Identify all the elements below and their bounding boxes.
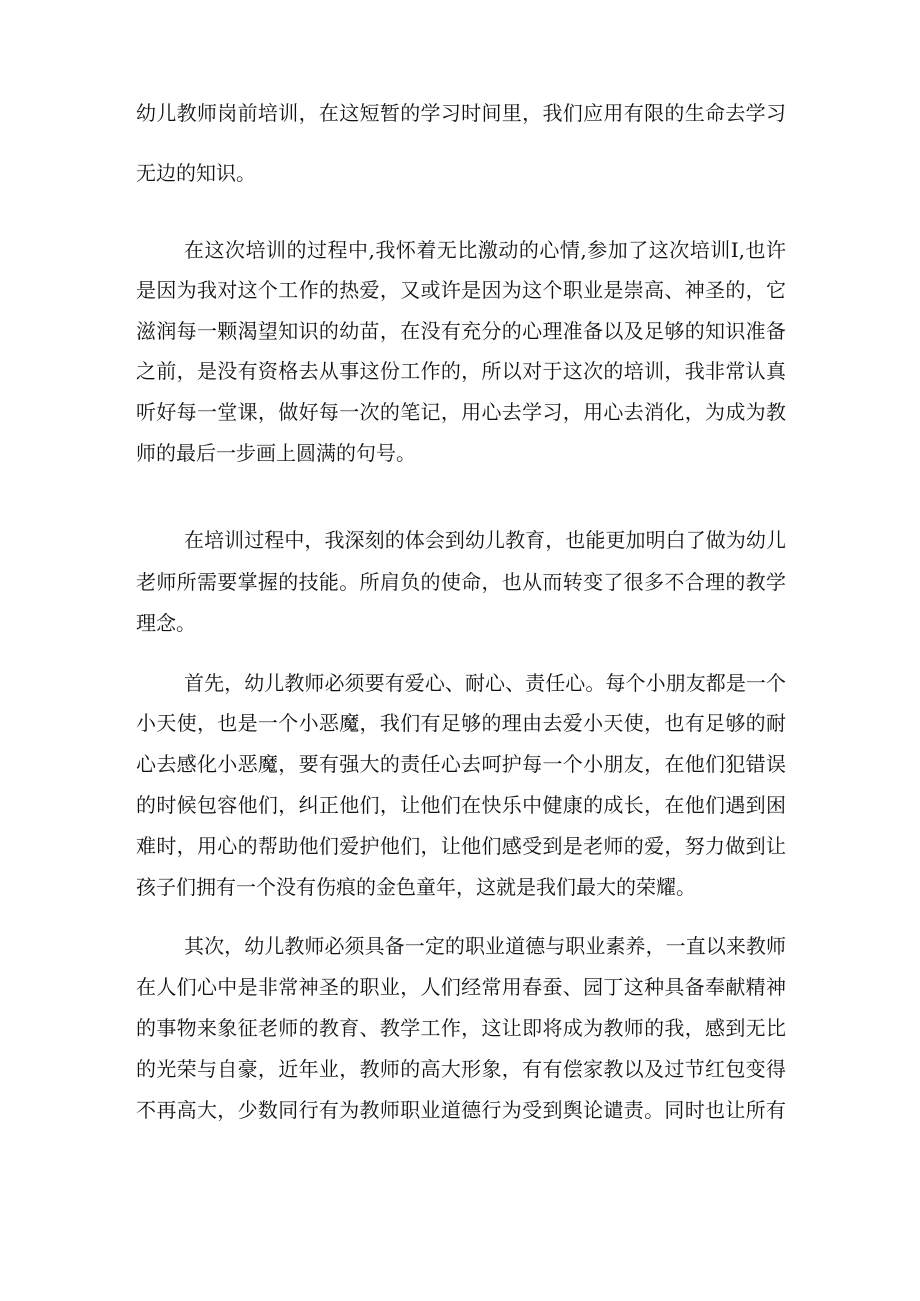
text-line: 理念。 bbox=[136, 611, 196, 635]
text-line: 不再高大，少数同行有为教师职业道德行为受到舆论谴责。同时也让所有 bbox=[136, 1098, 786, 1122]
text-line: 的时候包容他们，纠正他们，让他们在快乐中健康的成长，在他们遇到困 bbox=[136, 793, 786, 817]
text-line: 小天使，也是一个小恶魔，我们有足够的理由去爱小天使，也有足够的耐 bbox=[136, 711, 786, 735]
text-line: 无边的知识。 bbox=[136, 161, 256, 185]
text-line: 幼儿教师岗前培训，在这短暂的学习时间里，我们应用有限的生命去学习 bbox=[136, 101, 786, 125]
text-line: 在这次培训的过程中,我怀着无比激动的心情,参加了这次培训I,也许 bbox=[184, 238, 786, 262]
text-line: 孩子们拥有一个没有伤痕的金色童年，这就是我们最大的荣耀。 bbox=[136, 875, 696, 899]
text-line: 在人们心中是非常神圣的职业，人们经常用春蚕、园丁这种具备奉献精神 bbox=[136, 975, 786, 999]
text-line: 其次，幼儿教师必须具备一定的职业道德与职业素养，一直以来教师 bbox=[184, 934, 786, 958]
text-line: 老师所需要掌握的技能。所肩负的使命，也从而转变了很多不合理的教学 bbox=[136, 570, 786, 594]
text-line: 的光荣与自豪，近年业，教师的高大形象，有有偿家教以及过节红包变得 bbox=[136, 1057, 786, 1081]
text-line: 滋润每一颗渴望知识的幼苗，在没有充分的心理准备以及足够的知识准备 bbox=[136, 319, 786, 343]
text-line: 心去感化小恶魔，要有强大的责任心去呵护每一个小朋友，在他们犯错误 bbox=[136, 752, 786, 776]
text-line: 之前，是没有资格去从事这份工作的，所以对于这次的培训，我非常认真 bbox=[136, 359, 786, 383]
text-line: 听好每一堂课，做好每一次的笔记，用心去学习，用心去消化，为成为教 bbox=[136, 400, 786, 424]
text-line: 难时，用心的帮助他们爱护他们，让他们感受到是老师的爱，努力做到让 bbox=[136, 834, 786, 858]
text-line: 的事物来象征老师的教育、教学工作，这让即将成为教师的我，感到无比 bbox=[136, 1016, 786, 1040]
text-line: 在培训过程中，我深刻的体会到幼儿教育，也能更加明白了做为幼儿 bbox=[184, 528, 786, 552]
text-line: 师的最后一步画上圆满的句号。 bbox=[136, 441, 416, 465]
text-line: 首先，幼儿教师必须要有爱心、耐心、责任心。每个小朋友都是一个 bbox=[184, 671, 786, 695]
text-line: 是因为我对这个工作的热爱，又或许是因为这个职业是崇高、神圣的，它 bbox=[136, 278, 786, 302]
